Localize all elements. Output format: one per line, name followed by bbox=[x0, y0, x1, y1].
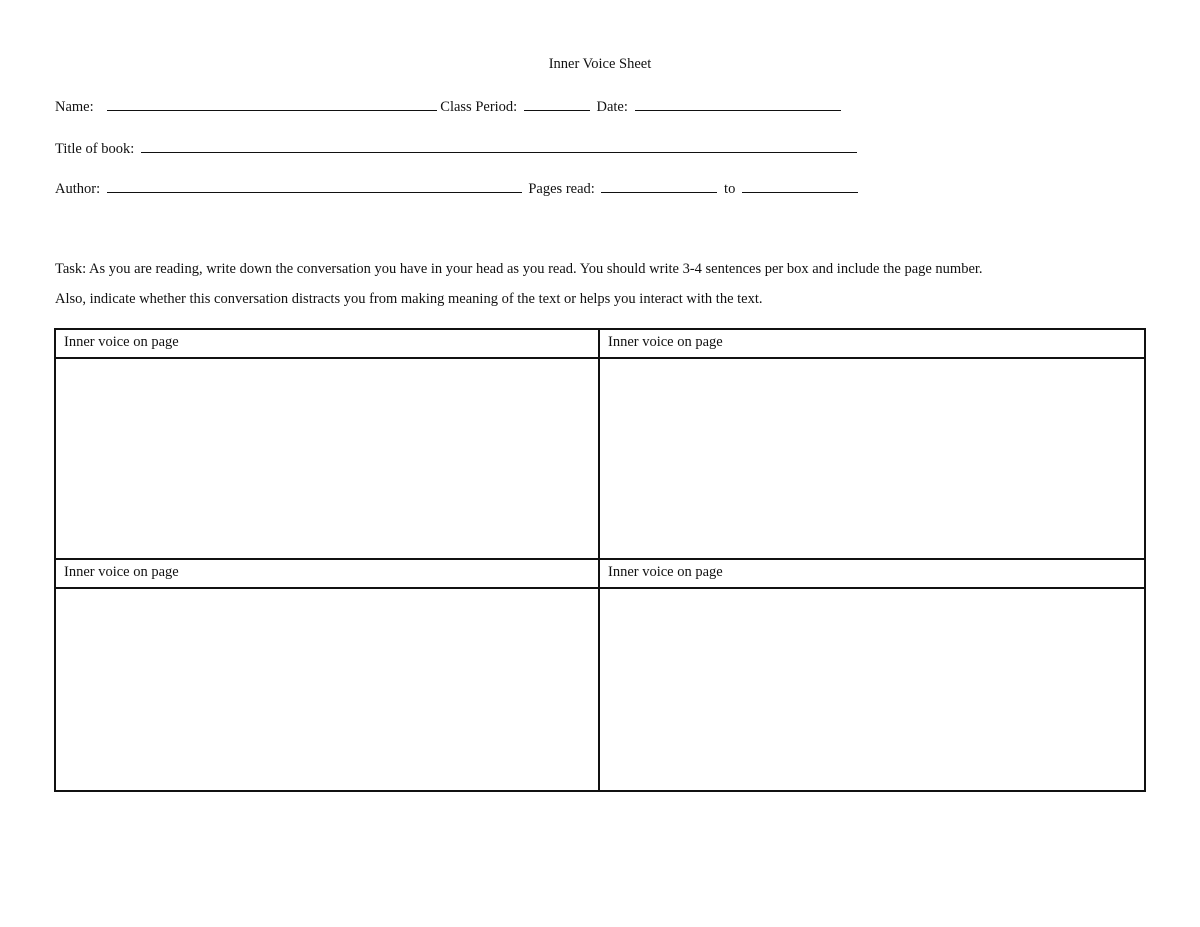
class-period-blank[interactable] bbox=[524, 96, 590, 111]
box-2-writing-area[interactable] bbox=[600, 359, 1144, 560]
box-4-header: Inner voice on page bbox=[600, 560, 1144, 589]
task-line-1: Task: As you are reading, write down the conversation you have in your head as you read. You should write 3-4 sentences per box and include the page number. bbox=[55, 261, 983, 277]
author-row bbox=[55, 178, 861, 198]
inner-voice-table bbox=[54, 328, 1146, 792]
box-1-writing-area[interactable] bbox=[56, 359, 600, 560]
task-line-2: Also, indicate whether this conversation distracts you from making meaning of the text or helps you interact with the text. bbox=[55, 291, 763, 307]
date-blank[interactable] bbox=[635, 96, 841, 111]
pages-read-to-blank[interactable] bbox=[742, 178, 858, 193]
box-1-header: Inner voice on page bbox=[56, 330, 600, 359]
box-3-header: Inner voice on page bbox=[56, 560, 600, 589]
box-3-writing-area[interactable] bbox=[56, 589, 600, 790]
task-instructions bbox=[55, 254, 1165, 314]
book-title-blank[interactable] bbox=[141, 138, 857, 153]
to-label: to bbox=[724, 181, 736, 197]
author-blank[interactable] bbox=[107, 178, 522, 193]
class-period-label: Class Period: bbox=[440, 99, 518, 115]
name-blank[interactable] bbox=[107, 96, 437, 111]
pages-read-from-blank[interactable] bbox=[601, 178, 717, 193]
book-title-row bbox=[55, 138, 860, 158]
book-title-label: Title of book: bbox=[55, 141, 135, 157]
name-label: Name: bbox=[55, 99, 94, 115]
author-label: Author: bbox=[55, 181, 101, 197]
page-title: Inner Voice Sheet bbox=[548, 56, 652, 72]
pages-read-label: Pages read: bbox=[528, 181, 595, 197]
date-label: Date: bbox=[596, 99, 628, 115]
box-4-writing-area[interactable] bbox=[600, 589, 1144, 790]
box-2-header: Inner voice on page bbox=[600, 330, 1144, 359]
name-row bbox=[55, 96, 844, 116]
